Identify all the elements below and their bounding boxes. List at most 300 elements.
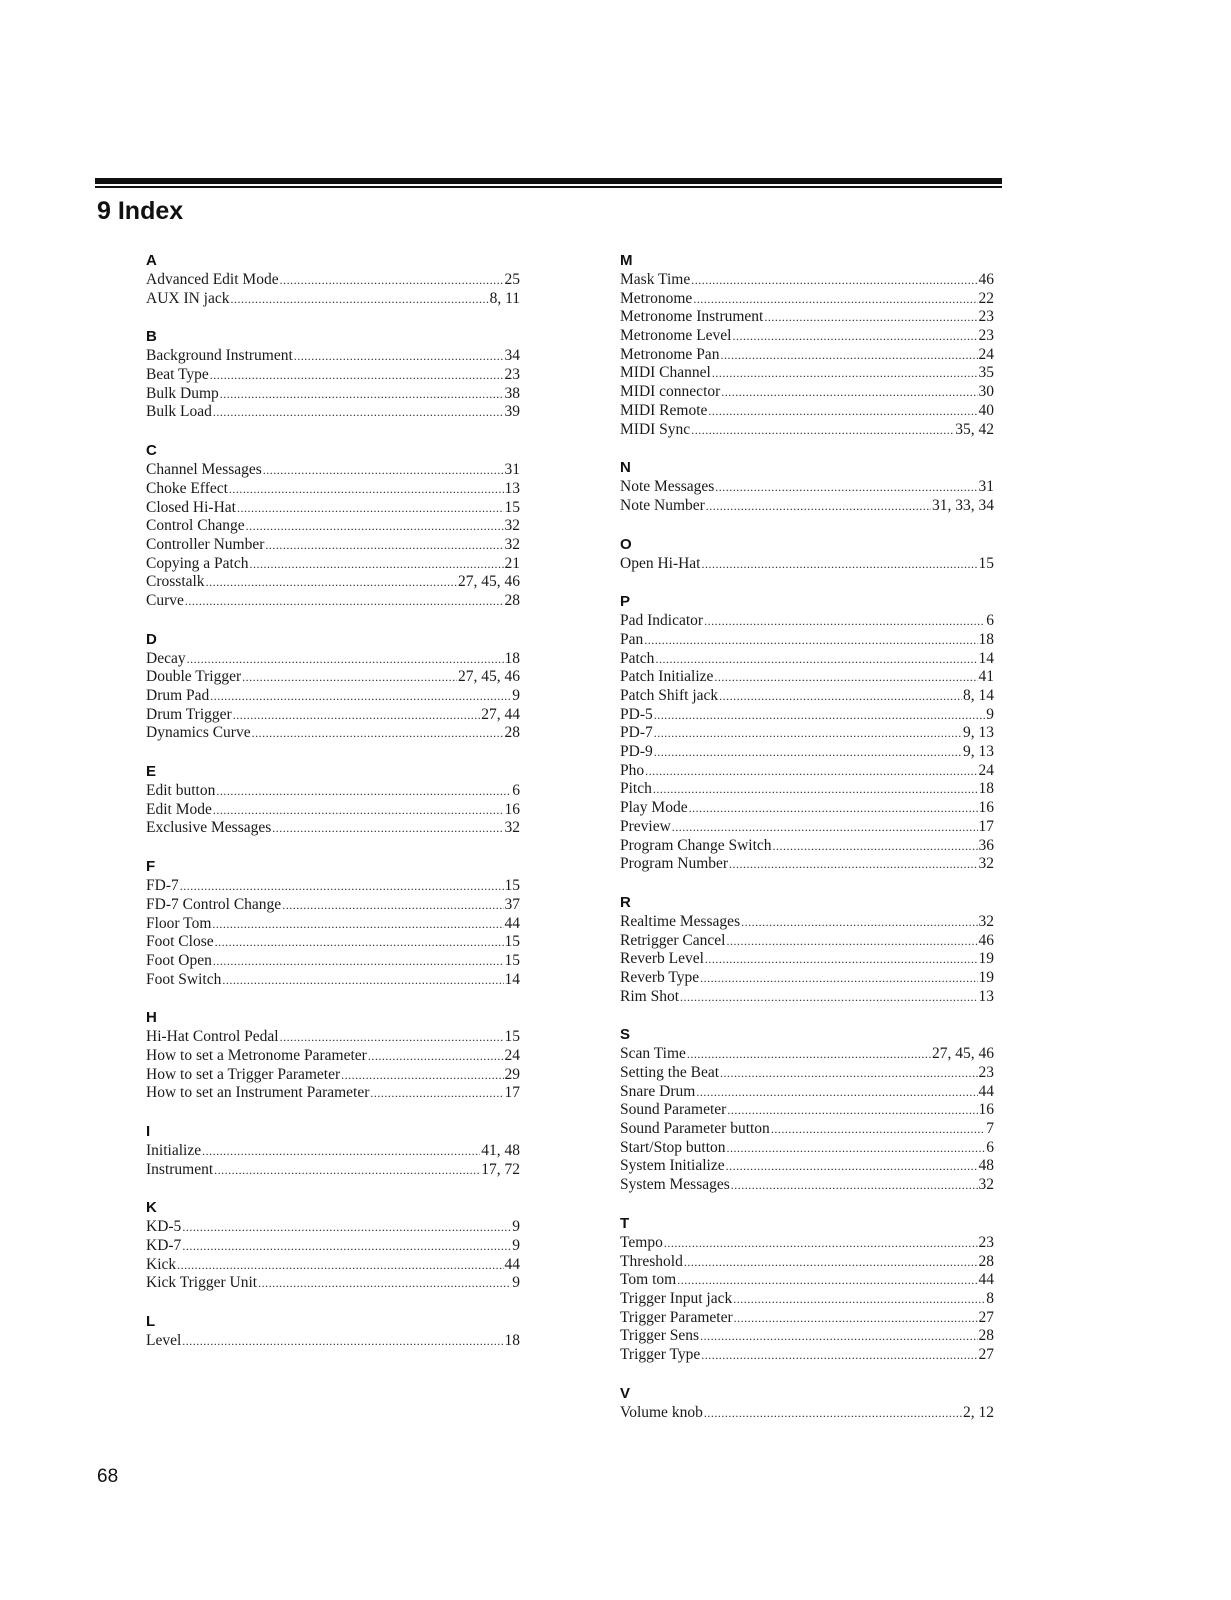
index-page-refs: 9	[512, 687, 520, 704]
index-term: How to set a Metronome Parameter	[146, 1046, 367, 1064]
index-page-refs: 27, 45, 46	[458, 668, 520, 686]
index-term: Metronome Pan	[620, 345, 720, 363]
index-entry	[620, 327, 994, 346]
index-term: How to set an Instrument Parameter	[146, 1084, 370, 1102]
dot-leader	[664, 1234, 978, 1253]
index-page-refs: 19	[978, 950, 994, 968]
index-page-refs: 7	[986, 1120, 994, 1138]
index-entry	[146, 480, 520, 499]
index-term: Hi-Hat Control Pedal	[146, 1028, 279, 1046]
index-term: Program Change Switch	[620, 836, 772, 854]
index-term: Scan Time	[620, 1045, 686, 1063]
section-letter: R	[620, 893, 631, 911]
index-term: Copying a Patch	[146, 554, 249, 572]
index-entry	[146, 1142, 520, 1161]
index-entry	[146, 801, 520, 820]
index-page-refs: 32	[504, 535, 520, 553]
dot-leader	[263, 461, 504, 480]
index-entry	[146, 1047, 520, 1066]
section-letter: M	[620, 252, 633, 269]
dot-leader	[700, 1327, 977, 1346]
index-term: Patch Shift jack	[620, 687, 719, 704]
index-page-refs: 27, 45, 46	[932, 1045, 994, 1063]
index-term: Retrigger Cancel	[620, 931, 726, 949]
index-entry	[146, 555, 520, 574]
index-entry	[146, 1237, 520, 1256]
dot-leader	[773, 837, 978, 856]
index-term: Drum Trigger	[146, 705, 232, 723]
index-entry	[620, 402, 994, 421]
index-page-refs: 32	[978, 912, 994, 930]
index-term: Snare Drum	[620, 1082, 696, 1100]
index-entry	[620, 271, 994, 290]
index-entry	[620, 762, 994, 781]
index-entry	[146, 896, 520, 915]
index-entry	[620, 290, 994, 309]
section-letter: E	[146, 763, 157, 781]
dot-leader	[764, 308, 977, 327]
dot-leader	[691, 271, 977, 290]
index-entry	[620, 1327, 994, 1346]
dot-leader	[220, 385, 504, 404]
dot-leader	[715, 478, 977, 497]
index-entry	[620, 1157, 994, 1176]
index-term: Trigger Sens	[620, 1327, 700, 1345]
index-term: Volume knob	[620, 1403, 703, 1421]
index-section	[146, 1197, 520, 1293]
index-page-refs: 24	[978, 761, 994, 779]
index-entry	[620, 855, 994, 874]
index-page-refs: 15	[504, 951, 520, 969]
index-entry	[620, 1101, 994, 1120]
index-page-refs: 32	[504, 819, 520, 837]
dot-leader	[210, 366, 504, 385]
dot-leader	[231, 290, 489, 309]
index-entry	[146, 573, 520, 592]
index-term: Initialize	[146, 1142, 202, 1159]
index-page-refs: 35	[978, 364, 994, 382]
index-term: Tempo	[620, 1233, 663, 1251]
index-page-refs: 39	[504, 403, 520, 421]
dot-leader	[182, 1237, 511, 1256]
index-page-refs: 16	[978, 1101, 994, 1119]
dot-leader	[700, 969, 977, 988]
index-entry	[620, 364, 994, 383]
index-term: Closed Hi-Hat	[146, 498, 236, 516]
index-page-refs: 44	[978, 1271, 994, 1289]
dot-leader	[258, 1274, 511, 1293]
index-entry	[620, 421, 994, 440]
index-page-refs: 6	[512, 782, 520, 800]
index-page-refs: 19	[978, 968, 994, 986]
index-page-refs: 15	[504, 1028, 520, 1046]
index-entry	[620, 1309, 994, 1328]
index-entry	[620, 1045, 994, 1064]
dot-leader	[242, 668, 457, 687]
dot-leader	[721, 383, 977, 402]
dot-leader	[720, 346, 977, 365]
section-letter: K	[146, 1199, 157, 1217]
dot-leader	[213, 952, 504, 971]
dot-leader	[249, 555, 503, 574]
index-page-refs: 9, 13	[963, 743, 994, 761]
index-page-refs: 27, 44	[481, 705, 520, 723]
index-page-refs: 44	[504, 914, 520, 932]
index-page-refs: 15	[504, 498, 520, 516]
index-term: Reverb Type	[620, 968, 700, 986]
index-page-refs: 24	[978, 345, 994, 363]
index-entry	[146, 782, 520, 801]
index-page-refs: 38	[504, 384, 520, 402]
dot-leader	[672, 818, 978, 837]
index-page-refs: 17	[978, 817, 994, 835]
index-entry	[146, 1274, 520, 1293]
dot-leader	[282, 896, 503, 915]
index-page-refs: 9, 13	[963, 724, 994, 742]
index-section	[146, 440, 520, 611]
index-term: Exclusive Messages	[146, 819, 272, 837]
index-term: PD-5	[620, 705, 653, 723]
index-section	[146, 1121, 520, 1179]
section-letter: T	[620, 1214, 630, 1232]
index-page-refs: 8, 11	[489, 289, 520, 307]
index-entry	[620, 932, 994, 951]
header-rule-thick	[95, 178, 1002, 184]
index-entry	[620, 799, 994, 818]
index-page-refs: 8, 14	[963, 687, 994, 704]
index-term: Bulk Load	[146, 403, 212, 421]
index-term: Threshold	[620, 1252, 683, 1270]
dot-leader	[222, 971, 503, 990]
index-entry	[620, 706, 994, 725]
index-entry	[146, 706, 520, 725]
index-term: Choke Effect	[146, 479, 228, 497]
index-page-refs: 46	[978, 931, 994, 949]
index-section	[620, 591, 994, 874]
index-section	[620, 892, 994, 1006]
index-page-refs: 22	[978, 289, 994, 307]
dot-leader	[653, 780, 978, 799]
dot-leader	[368, 1047, 504, 1066]
index-term: Foot Close	[146, 933, 214, 951]
index-entry	[620, 1290, 994, 1309]
index-term: MIDI Channel	[620, 364, 711, 382]
index-entry	[620, 818, 994, 837]
dot-leader	[714, 668, 977, 687]
index-page-refs: 32	[978, 1176, 994, 1194]
index-entry	[620, 687, 994, 706]
dot-leader	[252, 724, 504, 743]
index-page-refs: 18	[504, 1332, 520, 1350]
dot-leader	[182, 1332, 503, 1351]
index-page-refs: 14	[978, 649, 994, 667]
index-page-refs: 28	[504, 591, 520, 609]
index-page-refs: 48	[978, 1157, 994, 1175]
index-entry	[146, 668, 520, 687]
dot-leader	[706, 497, 931, 516]
index-entry	[146, 1066, 520, 1085]
index-entry	[146, 1084, 520, 1103]
index-term: Background Instrument	[146, 347, 293, 365]
index-term: PD-9	[620, 743, 653, 761]
index-section	[146, 250, 520, 308]
index-entry	[146, 819, 520, 838]
index-entry	[620, 913, 994, 932]
index-page-refs: 13	[504, 479, 520, 497]
index-page-refs: 23	[978, 1064, 994, 1081]
index-term: Channel Messages	[146, 461, 262, 479]
index-term: Instrument	[146, 1160, 214, 1178]
index-term: Realtime Messages	[620, 912, 741, 930]
dot-leader	[213, 801, 504, 820]
index-entry	[146, 461, 520, 480]
index-term: MIDI Remote	[620, 401, 708, 419]
index-page-refs: 14	[504, 970, 520, 988]
dot-leader	[185, 592, 504, 611]
index-page-refs: 6	[986, 612, 994, 630]
index-section	[146, 856, 520, 989]
dot-leader	[731, 1176, 978, 1195]
index-page-refs: 9	[512, 1274, 520, 1292]
index-term: Level	[146, 1332, 182, 1350]
index-page-refs: 15	[504, 933, 520, 951]
index-term: Advanced Edit Mode	[146, 271, 279, 288]
index-term: Decay	[146, 649, 186, 667]
index-page-refs: 29	[504, 1065, 520, 1083]
index-section	[620, 534, 994, 574]
index-term: Pho	[620, 761, 645, 779]
index-term: Bulk Dump	[146, 384, 219, 402]
index-entry	[146, 724, 520, 743]
dot-leader	[771, 1120, 985, 1139]
index-page-refs: 32	[504, 517, 520, 535]
index-term: Edit button	[146, 782, 216, 800]
dot-leader	[696, 1083, 977, 1102]
index-term: Setting the Beat	[620, 1064, 720, 1081]
index-entry	[146, 650, 520, 669]
index-column-left	[146, 250, 520, 1369]
index-entry	[146, 952, 520, 971]
dot-leader	[265, 536, 503, 555]
dot-leader	[213, 403, 504, 422]
index-page-refs: 18	[978, 630, 994, 648]
index-term: Control Change	[146, 517, 245, 535]
index-column-right	[620, 250, 994, 1440]
index-term: Preview	[620, 817, 671, 835]
index-page-refs: 23	[978, 327, 994, 345]
index-page-refs: 40	[978, 401, 994, 419]
section-letter: H	[146, 1009, 157, 1027]
section-letter: D	[146, 630, 157, 648]
index-section	[146, 1311, 520, 1351]
index-section	[620, 1383, 994, 1423]
index-page-refs: 27	[978, 1345, 994, 1363]
index-entry	[620, 724, 994, 743]
dot-leader	[734, 1309, 978, 1328]
dot-leader	[177, 1256, 503, 1275]
dot-leader	[655, 650, 977, 669]
section-letter: N	[620, 459, 631, 477]
index-term: Curve	[146, 591, 184, 609]
index-term: Edit Mode	[146, 800, 212, 818]
index-page-refs: 9	[512, 1237, 520, 1255]
index-page-refs: 25	[504, 271, 520, 288]
index-term: Open Hi-Hat	[620, 554, 701, 572]
dot-leader	[280, 271, 504, 290]
index-term: Crosstalk	[146, 573, 205, 591]
index-term: Patch	[620, 649, 655, 667]
dot-leader	[727, 1139, 986, 1158]
index-term: Metronome Level	[620, 327, 732, 345]
dot-leader	[370, 1084, 503, 1103]
index-entry	[146, 347, 520, 366]
index-term: Foot Switch	[146, 970, 222, 988]
dot-leader	[206, 573, 457, 592]
index-entry	[620, 1404, 994, 1423]
index-page-refs: 16	[504, 800, 520, 818]
dot-leader	[180, 877, 504, 896]
index-term: Kick	[146, 1255, 177, 1273]
index-term: Trigger Type	[620, 1345, 701, 1363]
section-letter: P	[620, 593, 631, 611]
index-term: Beat Type	[146, 366, 209, 384]
index-page-refs: 35, 42	[955, 420, 994, 438]
index-term: KD-5	[146, 1218, 182, 1236]
index-entry	[620, 383, 994, 402]
index-term: Dynamics Curve	[146, 724, 251, 742]
index-entry	[620, 308, 994, 327]
index-section	[146, 326, 520, 422]
index-section	[146, 1007, 520, 1103]
index-page-refs: 18	[504, 649, 520, 667]
dot-leader	[237, 499, 504, 518]
dot-leader	[732, 327, 977, 346]
index-term: Sound Parameter	[620, 1101, 727, 1119]
index-term: Reverb Level	[620, 950, 704, 968]
index-section	[620, 1024, 994, 1195]
dot-leader	[704, 612, 985, 631]
index-entry	[620, 1271, 994, 1290]
index-page-refs: 13	[978, 987, 994, 1005]
index-entry	[620, 497, 994, 516]
index-entry	[620, 988, 994, 1007]
index-page-refs: 44	[978, 1082, 994, 1100]
index-page-refs: 44	[504, 1255, 520, 1273]
index-term: Program Number	[620, 855, 729, 873]
index-term: How to set a Trigger Parameter	[146, 1065, 341, 1083]
dot-leader	[702, 555, 978, 574]
index-page-refs: 6	[986, 1138, 994, 1156]
index-page-refs: 37	[504, 895, 520, 913]
index-entry	[146, 1256, 520, 1275]
dot-leader	[693, 290, 977, 309]
index-entry	[146, 366, 520, 385]
index-entry	[620, 969, 994, 988]
dot-leader	[229, 480, 504, 499]
dot-leader	[720, 1064, 977, 1083]
dot-leader	[687, 1045, 931, 1064]
dot-leader	[712, 364, 978, 383]
index-page-refs: 41	[978, 668, 994, 686]
page-title: 9 Index	[97, 197, 184, 225]
dot-leader	[677, 1271, 977, 1290]
dot-leader	[654, 706, 986, 725]
header-rule-thin	[95, 186, 1002, 188]
index-entry	[620, 780, 994, 799]
section-letter: C	[146, 442, 157, 460]
dot-leader	[691, 421, 954, 440]
dot-leader	[733, 1290, 985, 1309]
dot-leader	[726, 932, 977, 951]
dot-leader	[727, 1101, 977, 1120]
section-letter: I	[146, 1123, 151, 1140]
dot-leader	[684, 1253, 978, 1272]
index-entry	[620, 1346, 994, 1365]
index-page-refs: 17	[504, 1084, 520, 1102]
index-page-refs: 9	[986, 705, 994, 723]
index-term: FD-7	[146, 877, 179, 895]
index-term: Pan	[620, 630, 644, 648]
index-term: Controller Number	[146, 535, 265, 553]
section-letter: L	[146, 1313, 156, 1331]
index-entry	[146, 517, 520, 536]
index-term: Note Number	[620, 496, 705, 514]
index-page-refs: 31	[504, 461, 520, 479]
index-section	[146, 761, 520, 838]
index-section	[146, 629, 520, 743]
index-term: System Messages	[620, 1176, 730, 1194]
index-page-refs: 17, 72	[481, 1160, 520, 1178]
index-term: KD-7	[146, 1237, 182, 1255]
index-entry	[620, 1083, 994, 1102]
dot-leader	[689, 799, 978, 818]
index-term: FD-7 Control Change	[146, 895, 282, 913]
index-page-refs: 28	[978, 1252, 994, 1270]
index-entry	[620, 631, 994, 650]
index-entry	[620, 1176, 994, 1195]
index-term: MIDI Sync	[620, 420, 691, 438]
index-entry	[620, 1139, 994, 1158]
index-term: Foot Open	[146, 951, 212, 969]
index-entry	[146, 877, 520, 896]
index-entry	[146, 915, 520, 934]
index-entry	[620, 743, 994, 762]
dot-leader	[705, 950, 978, 969]
index-term: Tom tom	[620, 1271, 677, 1289]
index-term: System Initialize	[620, 1157, 725, 1175]
index-page-refs: 23	[978, 1233, 994, 1251]
index-entry	[146, 499, 520, 518]
dot-leader	[216, 782, 511, 801]
index-term: Trigger Parameter	[620, 1308, 733, 1326]
dot-leader	[704, 1404, 962, 1423]
index-term: Trigger Input jack	[620, 1289, 733, 1307]
index-term: PD-7	[620, 724, 653, 742]
index-term: Patch Initialize	[620, 668, 714, 686]
index-page-refs: 32	[978, 855, 994, 873]
index-page-refs: 21	[504, 554, 520, 572]
section-letter: F	[146, 858, 156, 876]
index-term: Metronome Instrument	[620, 308, 764, 326]
dot-leader	[644, 631, 977, 650]
index-entry	[146, 933, 520, 952]
index-page-refs: 36	[978, 836, 994, 854]
index-entry	[620, 950, 994, 969]
section-letter: O	[620, 535, 632, 553]
index-term: Play Mode	[620, 799, 688, 817]
index-entry	[146, 1218, 520, 1237]
index-page-refs: 46	[978, 271, 994, 288]
